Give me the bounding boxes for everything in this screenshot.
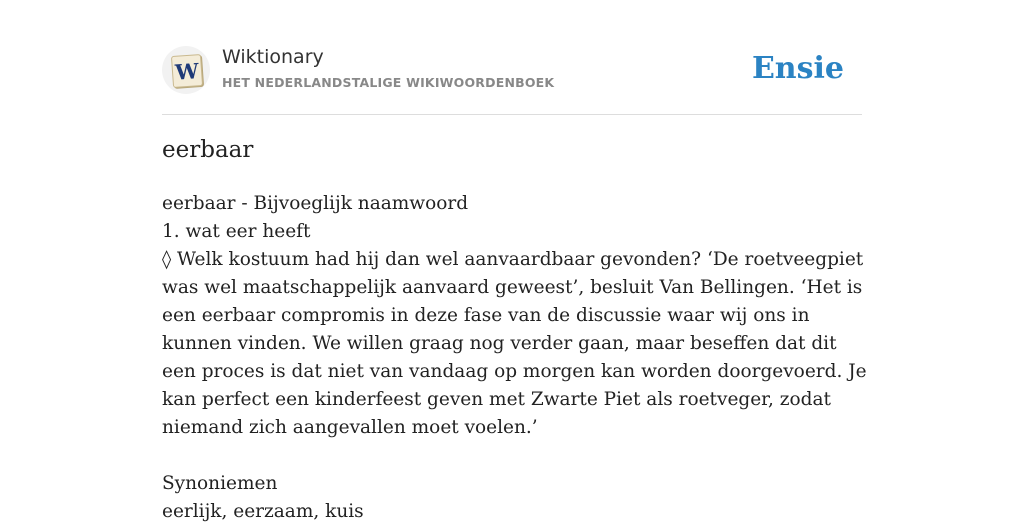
site-name[interactable]: Wiktionary [222,46,324,68]
entry-heading: eerbaar - Bijvoeglijk naamwoord [162,193,469,214]
section-spacer [162,442,872,470]
entry-example: ◊ Welk kostuum had hij dan wel aanvaardbaar gevonden? ‘De roetveegpiet was wel maatschappelijk aanvaard geweest’, besluit Van Bellingen. ‘Het is een eerbaar compromis in deze fase van de discussie waar wij ons in kunnen vinden. We willen graag nog verder gaan, maar beseffen dat dit een proces is dat niet van vandaag op morgen kan worden doorgevoerd. Je kan perfect een kinderfeest geven met Zwarte Piet als roetveger, zodat niemand zich aangevallen moet voelen.’ [162,249,867,438]
entry-definition: 1. wat eer heeft [162,221,311,242]
wiktionary-logo-icon[interactable] [162,46,210,94]
entry-content [162,190,872,526]
logo-tile [171,54,203,88]
site-tagline: HET NEDERLANDSTALIGE WIKIWOORDENBOEK [222,75,555,90]
synonyms-list: eerlijk, eerzaam, kuis [162,501,364,522]
logo-letter: W [174,58,200,85]
page-title: eerbaar [162,137,254,163]
synonyms-heading: Synoniemen [162,473,278,494]
site-header [162,0,862,115]
ensie-brand-link[interactable]: Ensie [751,51,844,86]
